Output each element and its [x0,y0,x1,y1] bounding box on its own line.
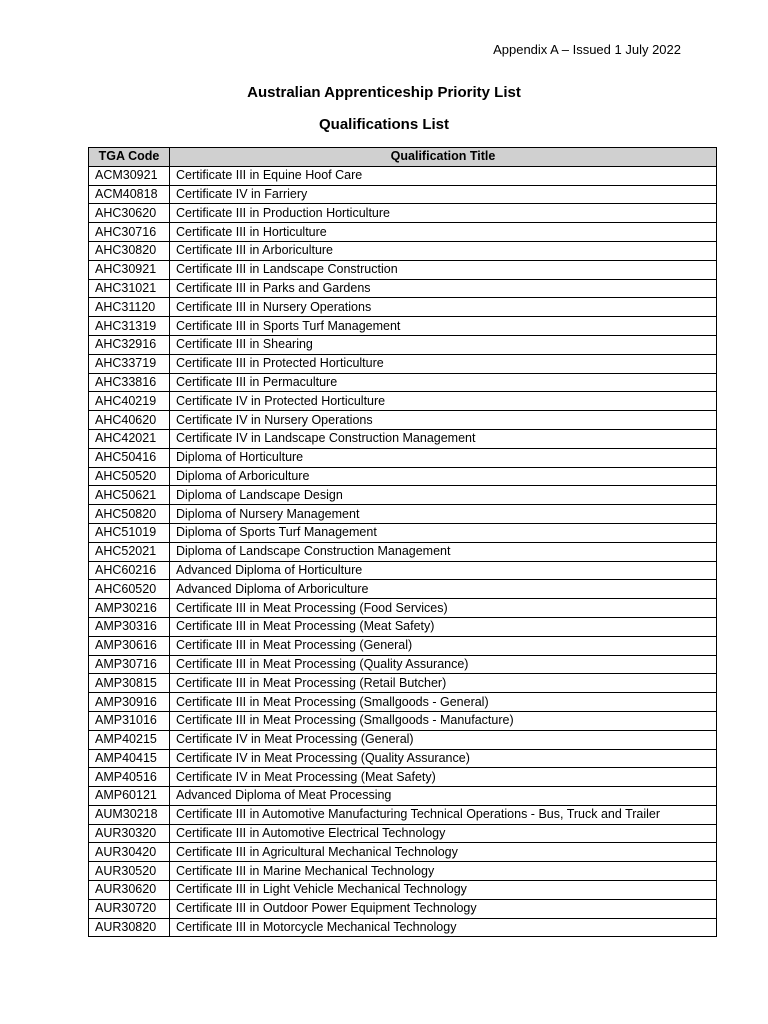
tga-code-cell: AHC32916 [89,335,170,354]
tga-code-cell: AHC40620 [89,411,170,430]
tga-code-cell: AHC33719 [89,354,170,373]
document-subtitle: Qualifications List [318,116,450,133]
tga-code-cell: AHC30820 [89,241,170,260]
tga-code-cell: AMP30216 [89,599,170,618]
tga-code-cell: AMP30616 [89,636,170,655]
table-row [89,523,717,542]
qualification-title-cell: Certificate III in Equine Hoof Care [170,166,717,185]
table-row [89,448,717,467]
table-row [89,279,717,298]
tga-code-cell: AMP40215 [89,730,170,749]
tga-code-cell: AUR30520 [89,862,170,881]
table-row [89,429,717,448]
qualification-title-cell: Certificate IV in Landscape Construction Management [170,429,717,448]
tga-code-cell: AHC52021 [89,542,170,561]
table-body [89,166,717,937]
tga-code-cell: AHC60520 [89,580,170,599]
tga-code-cell: AMP30815 [89,674,170,693]
table-row [89,768,717,787]
qualification-title-cell: Certificate IV in Meat Processing (Meat Safety) [170,768,717,787]
qualification-title-cell: Certificate III in Landscape Construction [170,260,717,279]
qualification-title-cell: Advanced Diploma of Horticulture [170,561,717,580]
tga-code-cell: AHC40219 [89,392,170,411]
qualification-title-cell: Certificate III in Protected Horticulture [170,354,717,373]
table-row [89,711,717,730]
qualification-title-cell: Advanced Diploma of Arboriculture [170,580,717,599]
tga-code-cell: AMP60121 [89,787,170,806]
table-row [89,881,717,900]
qualification-title-cell: Certificate IV in Protected Horticulture [170,392,717,411]
table-row [89,411,717,430]
tga-code-cell: AHC31021 [89,279,170,298]
tga-code-cell: AMP30916 [89,693,170,712]
qualification-title-cell: Diploma of Horticulture [170,448,717,467]
qualification-title-cell: Diploma of Nursery Management [170,505,717,524]
tga-code-cell: AHC50416 [89,448,170,467]
qualification-title-cell: Certificate III in Sports Turf Management [170,317,717,336]
table-row [89,241,717,260]
tga-code-cell: AUR30620 [89,881,170,900]
tga-code-cell: ACM30921 [89,166,170,185]
table-row [89,899,717,918]
qualification-title-cell: Certificate III in Horticulture [170,223,717,242]
qualification-title-cell: Certificate III in Permaculture [170,373,717,392]
table-row [89,862,717,881]
qualification-title-cell: Certificate III in Meat Processing (Retail Butcher) [170,674,717,693]
table-row [89,787,717,806]
table-row [89,824,717,843]
tga-code-cell: AHC30921 [89,260,170,279]
column-header-qualification-title: Qualification Title [170,148,717,167]
table-row [89,730,717,749]
qualification-title-cell: Certificate III in Light Vehicle Mechanical Technology [170,881,717,900]
qualification-title-cell: Certificate III in Meat Processing (General) [170,636,717,655]
table-row [89,317,717,336]
table-row [89,486,717,505]
table-row [89,693,717,712]
tga-code-cell: AUR30820 [89,918,170,937]
qualification-title-cell: Certificate III in Automotive Electrical Technology [170,824,717,843]
table-row [89,166,717,185]
table-row [89,373,717,392]
issue-date-header: Appendix A – Issued 1 July 2022 [493,42,681,57]
qualification-title-cell: Certificate III in Meat Processing (Meat Safety) [170,617,717,636]
table-row [89,505,717,524]
tga-code-cell: AHC51019 [89,523,170,542]
qualification-title-cell: Diploma of Sports Turf Management [170,523,717,542]
qualification-title-cell: Certificate III in Agricultural Mechanical Technology [170,843,717,862]
qualification-title-cell: Diploma of Landscape Design [170,486,717,505]
tga-code-cell: AHC50820 [89,505,170,524]
table-row [89,542,717,561]
table-row [89,805,717,824]
tga-code-cell: AHC50621 [89,486,170,505]
qualification-title-cell: Certificate IV in Meat Processing (Quality Assurance) [170,749,717,768]
table-row [89,204,717,223]
table-row [89,636,717,655]
qualification-title-cell: Certificate III in Production Horticulture [170,204,717,223]
tga-code-cell: AHC60216 [89,561,170,580]
table-row [89,580,717,599]
qualification-title-cell: Certificate III in Motorcycle Mechanical Technology [170,918,717,937]
tga-code-cell: AMP31016 [89,711,170,730]
qualification-title-cell: Certificate III in Arboriculture [170,241,717,260]
tga-code-cell: AHC50520 [89,467,170,486]
tga-code-cell: AMP40415 [89,749,170,768]
qualification-title-cell: Certificate III in Meat Processing (Quality Assurance) [170,655,717,674]
table-header-row [89,148,717,167]
qualification-title-cell: Diploma of Arboriculture [170,467,717,486]
qualification-title-cell: Advanced Diploma of Meat Processing [170,787,717,806]
qualification-title-cell: Certificate III in Parks and Gardens [170,279,717,298]
tga-code-cell: AHC33816 [89,373,170,392]
table-row [89,185,717,204]
table-row [89,599,717,618]
column-header-tga-code: TGA Code [89,148,170,167]
table-row [89,617,717,636]
qualification-title-cell: Certificate III in Shearing [170,335,717,354]
table-row [89,335,717,354]
tga-code-cell: AHC30620 [89,204,170,223]
qualification-title-cell: Diploma of Landscape Construction Management [170,542,717,561]
table-row [89,298,717,317]
table-row [89,467,717,486]
tga-code-cell: AHC31120 [89,298,170,317]
table-row [89,749,717,768]
table-row [89,655,717,674]
document-title: Australian Apprenticeship Priority List [247,84,521,101]
qualification-title-cell: Certificate IV in Meat Processing (General) [170,730,717,749]
table-row [89,260,717,279]
qualification-title-cell: Certificate III in Marine Mechanical Technology [170,862,717,881]
qualification-title-cell: Certificate III in Nursery Operations [170,298,717,317]
tga-code-cell: AUR30720 [89,899,170,918]
tga-code-cell: AHC31319 [89,317,170,336]
tga-code-cell: AMP40516 [89,768,170,787]
table-row [89,674,717,693]
qualifications-table [88,147,717,937]
tga-code-cell: AUR30320 [89,824,170,843]
tga-code-cell: AHC30716 [89,223,170,242]
table-row [89,223,717,242]
qualification-title-cell: Certificate III in Outdoor Power Equipment Technology [170,899,717,918]
qualification-title-cell: Certificate III in Meat Processing (Food Services) [170,599,717,618]
qualification-title-cell: Certificate III in Meat Processing (Smallgoods - Manufacture) [170,711,717,730]
qualification-title-cell: Certificate III in Meat Processing (Smallgoods - General) [170,693,717,712]
qualification-title-cell: Certificate III in Automotive Manufacturing Technical Operations - Bus, Truck and Trailer [170,805,717,824]
table-row [89,392,717,411]
table-row [89,561,717,580]
qualification-title-cell: Certificate IV in Nursery Operations [170,411,717,430]
qualification-title-cell: Certificate IV in Farriery [170,185,717,204]
table-row [89,354,717,373]
tga-code-cell: AMP30316 [89,617,170,636]
tga-code-cell: AUM30218 [89,805,170,824]
tga-code-cell: AUR30420 [89,843,170,862]
table-row [89,918,717,937]
table-row [89,843,717,862]
tga-code-cell: AMP30716 [89,655,170,674]
tga-code-cell: ACM40818 [89,185,170,204]
tga-code-cell: AHC42021 [89,429,170,448]
